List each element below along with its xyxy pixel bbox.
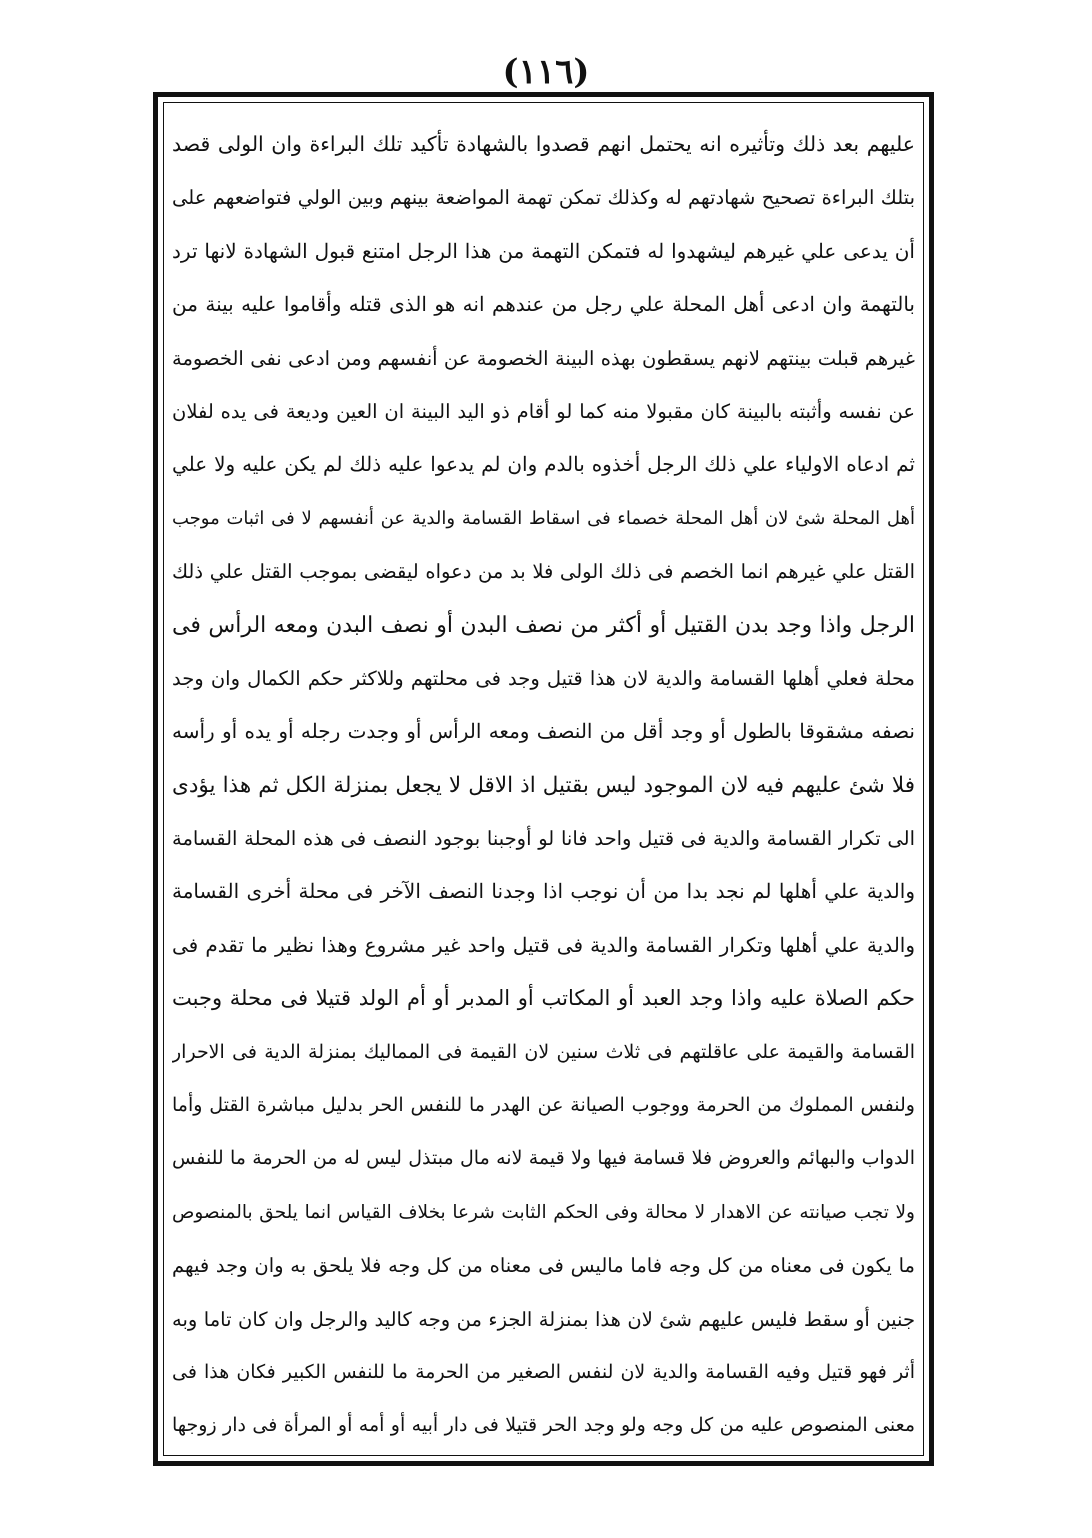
text-line: ولنفس المملوك من الحرمة ووجوب الصيانة عن الهدر ما للنفس الحر بدليل مباشرة القتل وأما <box>172 1094 915 1117</box>
text-line: حكم الصلاة عليه واذا وجد العبد أو المكاتب أو المدبر أو أم الولد قتيلا فى محلة وجبت <box>172 986 915 1011</box>
body-text <box>172 118 915 1453</box>
text-line: أن يدعى علي غيرهم ليشهدوا له فتمكن التهمة من هذا الرجل امتنع قبول الشهادة لانها ترد <box>172 238 915 263</box>
text-line: أهل المحلة شئ لان أهل المحلة خصماء فى اسقاط القسامة والدية عن أنفسهم لا فى اثبات موجب <box>172 507 915 529</box>
text-line: نصفه مشقوقا بالطول أو وجد أقل من النصف ومعه الرأس أو وجدت رجله أو يده أو رأسه <box>172 719 915 744</box>
text-line: غيرهم قبلت بينتهم لانهم يسقطون بهذه البينة الخصومة عن أنفسهم ومن ادعى نفى الخصومة <box>172 346 915 370</box>
text-line: الدواب والبهائم والعروض فلا قسامة فيها ولا قيمة لانه مال مبتذل ليس له من الحرمة ما للنفس <box>172 1147 915 1170</box>
text-line: الرجل واذا وجد بدن القتيل أو أكثر من نصف البدن أو نصف البدن ومعه الرأس فى <box>172 612 915 638</box>
text-line: عليهم بعد ذلك وتأثيره انه يحتمل انهم قصدوا بالشهادة تأكيد تلك البراءة وان الولى قصد <box>172 132 915 156</box>
text-line: القسامة والقيمة على عاقلتهم فى ثلاث سنين لان القيمة فى المماليك بمنزلة الدية فى الاحرار <box>172 1040 915 1063</box>
text-line: عن نفسه وأثبته بالبينة كان مقبولا منه كما لو أقام ذو اليد البينة ان العين وديعة فى يده لفلان <box>172 399 915 423</box>
text-line: جنين أو سقط فليس عليهم شئ لان هذا بمنزلة الجزء من وجه كاليد والرجل وان كان تاما وبه <box>172 1307 915 1331</box>
text-line: والدية علي أهلها وتكرار القسامة والدية فى قتيل واحد غير مشروع وهذا نظير ما تقدم فى <box>172 932 915 957</box>
text-line: أثر فهو قتيل وفيه القسامة والدية لان لنفس الصغير من الحرمة ما للنفس الكبير فكان هذا فى <box>172 1360 915 1383</box>
text-line: فلا شئ عليهم فيه لان الموجود ليس بقتيل اذ الاقل لا يجعل بمنزلة الكل ثم هذا يؤدى <box>172 772 915 798</box>
text-line: والدية علي أهلها لم نجد بدا من أن نوجب اذا وجدنا النصف الآخر فى محلة أخرى القسامة <box>172 879 915 904</box>
text-line: الى تكرار القسامة والدية فى قتيل واحد فانا لو أوجبنا بوجود النصف فى هذه المحلة القسامة <box>172 827 915 851</box>
page-number: (١١٦) <box>502 52 590 92</box>
text-line: ما يكون فى معناه من كل وجه فاما ماليس فى معناه من كل وجه فلا يلحق به وان وجد فيهم <box>172 1254 915 1278</box>
text-line: بالتهمة وان ادعى أهل المحلة علي رجل من عندهم انه هو الذى قتله وأقاموا عليه بينة من <box>172 292 915 317</box>
text-line: محلة فعلي أهلها القسامة والدية لان هذا قتيل وجد فى محلتهم وللاكثر حكم الكمال وان وجد <box>172 666 915 690</box>
text-line: ولا تجب صيانته عن الاهدار لا محالة وفى الحكم الثابت شرعا بخلاف القياس انما يلحق بالمنصوص <box>172 1201 915 1223</box>
text-line: بتلك البراءة تصحيح شهادتهم له وكذلك تمكن تهمة المواضعة بينهم وبين الولي فتواضعهم على <box>172 186 915 210</box>
text-line: معنى المنصوص عليه من كل وجه ولو وجد الحر قتيلا فى دار أبيه أو أمه أو المرأة فى دار زوجها <box>172 1414 915 1437</box>
text-line: ثم ادعاه الاولياء علي ذلك الرجل أخذوه بالدم وان لم يدعوا عليه ذلك لم يكن عليه ولا علي <box>172 452 915 477</box>
text-line: القتل علي غيرهم انما الخصم فى ذلك الولى فلا بد من دعواه ليقضى بموجب القتل علي ذلك <box>172 560 915 584</box>
